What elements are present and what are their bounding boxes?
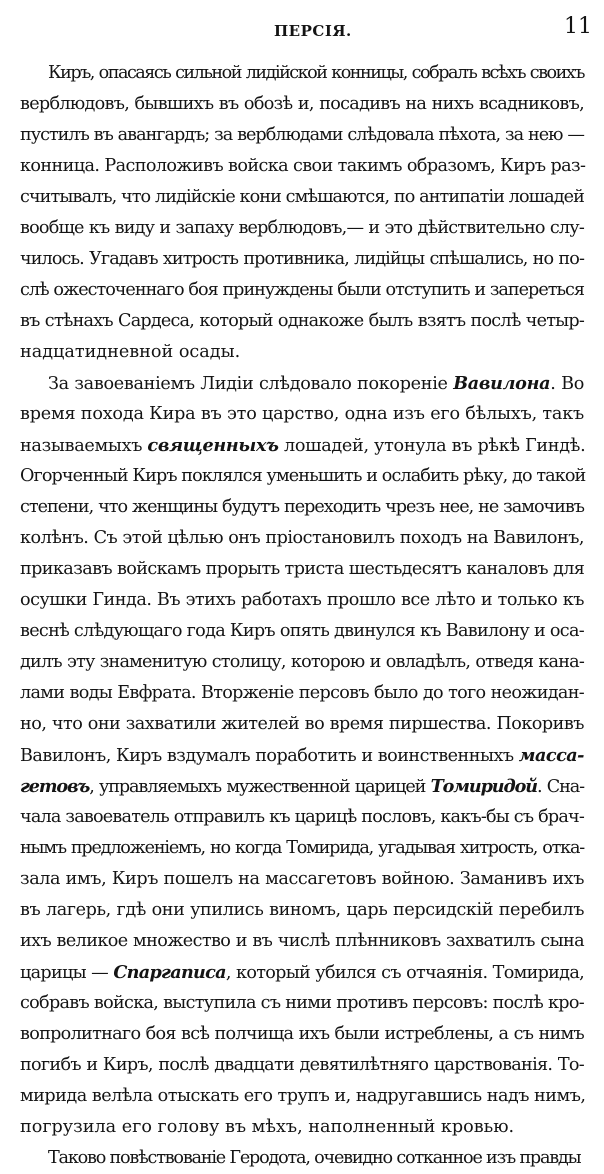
text-segment: осушки Гинда. Въ этихъ работахъ прошло все лѣто и только къ: [20, 590, 584, 610]
text-segment: но, что они захватили жителей во время пиршества. Покоривъ: [20, 714, 584, 734]
text-line: [20, 833, 584, 864]
text-line: [20, 895, 584, 926]
text-segment: вопролитнаго боя всѣ полчища ихъ были истреблены, а съ нимъ: [20, 1024, 584, 1044]
text-segment: . Во: [550, 374, 584, 394]
text-segment: пустилъ въ авангардъ; за верблюдами слѣдовала пѣхота, за нею —: [20, 125, 584, 145]
text-line: [20, 554, 584, 585]
text-segment: нымъ предложеніемъ, но когда Томирида, угадывая хитрость, отка-: [20, 838, 584, 858]
text-line: [20, 461, 584, 492]
running-header: [20, 14, 600, 44]
text-line: [20, 957, 584, 988]
running-head-title: ПЕРСІЯ.: [274, 22, 352, 40]
text-line: [20, 430, 584, 461]
text-segment: верблюдовъ, бывшихъ въ обозѣ и, посадивъ на нихъ всадниковъ,: [20, 94, 584, 114]
text-line: [20, 213, 584, 244]
text-segment: въ стѣнахъ Сардеса, который однакоже былъ взятъ послѣ четыр-: [20, 311, 584, 331]
text-line: [20, 275, 584, 306]
text-segment: мирида велѣла отыскать его трупъ и, надругавшись надъ нимъ,: [20, 1086, 586, 1106]
text-segment: Огорченный Киръ поклялся уменьшить и ослабить рѣку, до такой: [20, 466, 586, 486]
text-line: [20, 337, 584, 368]
text-line: [20, 523, 584, 554]
text-segment: Киръ, опасаясь сильной лидійской конницы, собралъ всѣхъ своихъ: [48, 63, 584, 83]
text-line: [20, 771, 584, 802]
text-segment: ихъ великое множество и въ числѣ плѣнниковъ захватилъ сына: [20, 931, 584, 951]
text-line: [20, 89, 584, 120]
text-segment: Вавилонъ, Киръ вздумалъ поработить и воинственныхъ: [20, 746, 519, 766]
text-segment: степени, что женщины будутъ переходить чрезъ нее, не замочивъ: [20, 497, 584, 517]
text-line: [20, 926, 584, 957]
emphasized-term: священныхъ: [147, 435, 279, 456]
text-line: [20, 368, 584, 399]
text-line: [20, 1050, 584, 1081]
text-line: [20, 399, 584, 430]
text-segment: вообще къ виду и запаху верблюдовъ,— и это дѣйствительно слу-: [20, 218, 584, 238]
text-segment: погибъ и Киръ, послѣ двадцати девятилѣтняго царствованія. То-: [20, 1055, 584, 1075]
text-segment: въ лагерь, гдѣ они упились виномъ, царь персидскій перебилъ: [20, 900, 584, 920]
text-segment: конница. Расположивъ войска свои такимъ образомъ, Киръ раз-: [20, 156, 586, 176]
text-line: [20, 678, 584, 709]
text-segment: колѣнъ. Съ этой цѣлью онъ пріостановилъ походъ на Вавилонъ,: [20, 528, 584, 548]
text-segment: , который убился съ отчаянія. Томирида,: [225, 963, 584, 983]
emphasized-term: гетовъ: [20, 776, 90, 797]
text-line: [20, 802, 584, 833]
text-segment: чала завоеватель отправилъ къ царицѣ пословъ, какъ-бы съ брач-: [20, 807, 584, 827]
text-line: [20, 709, 584, 740]
text-line: [20, 1112, 584, 1143]
emphasized-term: Томиридой: [430, 776, 537, 797]
emphasized-term: Вавилона: [453, 373, 551, 394]
text-segment: считывалъ, что лидійскіе кони смѣшаются, по антипатіи лошадей: [20, 187, 585, 207]
text-line: [20, 244, 584, 275]
text-segment: дилъ эту знаменитую столицу, которою и овладѣлъ, отведя кана-: [20, 652, 584, 672]
text-segment: называемыхъ: [20, 436, 148, 456]
text-segment: Таково повѣствованіе Геродота, очевидно сотканное изъ правды: [48, 1148, 581, 1168]
text-line: [20, 864, 584, 895]
text-segment: время похода Кира въ это царство, одна изъ его бѣлыхъ, такъ: [20, 404, 584, 424]
text-line: [20, 585, 584, 616]
text-segment: чилось. Угадавъ хитрость противника, лидійцы спѣшались, но по-: [20, 249, 584, 269]
text-segment: . Сна-: [536, 777, 584, 797]
body-text: [20, 58, 584, 1174]
text-line: [20, 1019, 584, 1050]
text-line: [20, 647, 584, 678]
text-segment: надцатидневной осады.: [20, 342, 241, 362]
text-line: [20, 120, 584, 151]
text-line: [20, 616, 584, 647]
text-segment: царицы —: [20, 963, 114, 983]
text-line: [20, 306, 584, 337]
emphasized-term: Спаргаписа: [113, 962, 226, 983]
text-segment: , управляемыхъ мужественной царицей: [89, 777, 431, 797]
text-line: [20, 182, 584, 213]
text-line: [20, 58, 584, 89]
text-line: [20, 492, 584, 523]
emphasized-term: масса-: [518, 745, 584, 766]
text-line: [20, 740, 584, 771]
text-segment: слѣ ожесточеннаго боя принуждены были отступить и запереться: [20, 280, 584, 300]
text-segment: собравъ войска, выступила съ ними противъ персовъ: послѣ кро-: [20, 993, 584, 1013]
text-line: [20, 1081, 584, 1112]
text-segment: За завоеваніемъ Лидіи слѣдовало покореніе: [48, 374, 454, 394]
text-segment: лами воды Евфрата. Вторженіе персовъ было до того неожидан-: [20, 683, 584, 703]
page-number: 11: [564, 14, 592, 39]
text-line: [20, 1143, 584, 1174]
text-segment: погрузила его голову въ мѣхъ, наполненный кровью.: [20, 1117, 515, 1137]
text-line: [20, 988, 584, 1019]
text-segment: зала имъ, Киръ пошелъ на массагетовъ войною. Заманивъ ихъ: [20, 869, 584, 889]
text-segment: приказавъ войскамъ прорыть триста шестьдесятъ каналовъ для: [20, 559, 585, 579]
text-segment: лошадей, утонула въ рѣкѣ Гиндѣ.: [278, 436, 586, 456]
text-segment: веснѣ слѣдующаго года Киръ опять двинулся къ Вавилону и оса-: [20, 621, 584, 641]
text-line: [20, 151, 584, 182]
